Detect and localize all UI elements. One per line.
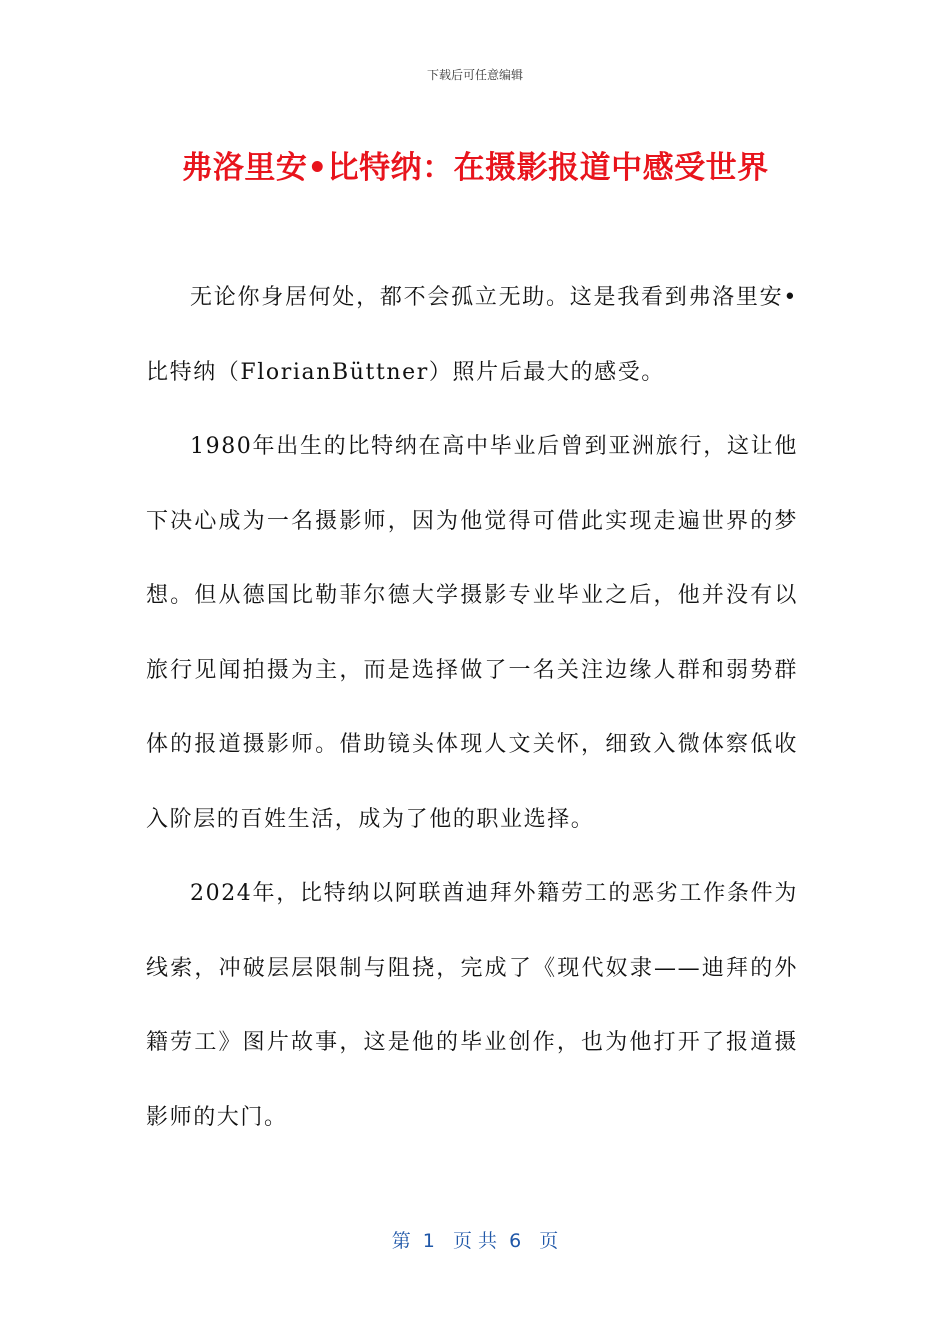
article-title: 弗洛里安•比特纳：在摄影报道中感受世界 xyxy=(181,150,769,186)
paragraph-2: 1980年出生的比特纳在高中毕业后曾到亚洲旅行，这让他下决心成为一名摄影师，因为他觉得可借此实现走遍世界的梦想。但从德国比勒菲尔德大学摄影专业毕业之后，他并没有以旅行见闻拍摄为主，而是选择做了一名关注边缘人群和弱势群体的报道摄影师。借助镜头体现人文关怀，细致入微体察低收入阶层的百姓生活，成为了他的职业选择。 xyxy=(146,434,798,832)
page-footer: 第 1 页 共 6 页 xyxy=(391,1230,559,1252)
paragraph-1: 无论你身居何处，都不会孤立无助。这是我看到弗洛里安•比特纳（FlorianBüttner）照片后最大的感受。 xyxy=(146,285,798,385)
paragraph-3: 2024年，比特纳以阿联酋迪拜外籍劳工的恶劣工作条件为线索，冲破层层限制与阻挠，完成了《现代奴隶——迪拜的外籍劳工》图片故事，这是他的毕业创作，也为他打开了报道摄影师的大门。 xyxy=(146,881,798,1130)
header-note: 下载后可任意编辑 xyxy=(426,68,523,82)
article-body xyxy=(146,261,798,1155)
